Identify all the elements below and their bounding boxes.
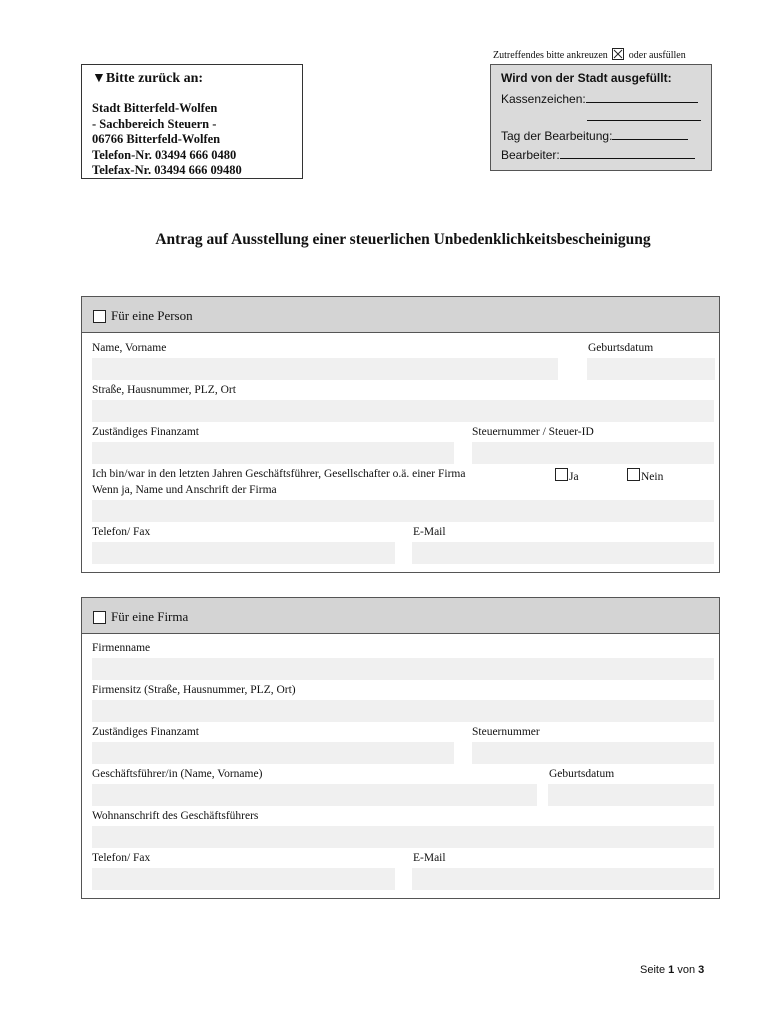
company-phone-fax-label: Telefon/ Fax	[92, 852, 151, 864]
name-label: Name, Vorname	[92, 342, 167, 354]
kassenzeichen-field[interactable]	[586, 90, 698, 103]
crossed-checkbox-icon	[612, 48, 624, 60]
company-section-title: Für eine Firma	[111, 609, 189, 624]
office-use-box	[490, 64, 712, 171]
birthdate-label: Geburtsdatum	[588, 342, 654, 354]
person-section-title: Für eine Person	[111, 308, 193, 323]
director-address-field[interactable]	[92, 826, 714, 848]
no-option[interactable]	[627, 468, 663, 483]
kassenzeichen-label: Kassenzeichen:	[501, 92, 586, 106]
document-title: Antrag auf Ausstellung einer steuerlichen Unbedenklichkeitsbescheinigung	[155, 231, 651, 248]
company-checkbox[interactable]	[93, 611, 106, 624]
company-email-field[interactable]	[412, 868, 714, 890]
person-section-header	[82, 297, 719, 333]
page-current: 1	[668, 964, 675, 976]
return-address-line: Telefon-Nr. 03494 666 0480	[92, 147, 237, 162]
email-field[interactable]	[412, 542, 714, 564]
company-name-field[interactable]	[92, 658, 714, 680]
no-label: Nein	[641, 471, 664, 483]
return-address-title: ▼Bitte zurück an:	[92, 71, 204, 86]
managing-director-question: Ich bin/war in den letzten Jahren Geschäftsführer, Gesellschafter o.ä. einer Firma	[92, 468, 466, 480]
company-section	[81, 597, 720, 899]
birthdate-field[interactable]	[587, 358, 715, 380]
company-address-field[interactable]	[92, 700, 714, 722]
return-address-box	[81, 64, 303, 179]
phone-fax-label: Telefon/ Fax	[92, 526, 151, 538]
yes-option[interactable]	[555, 468, 579, 483]
fill-instruction-suffix: oder ausfüllen	[628, 50, 686, 61]
kassenzeichen-field-2[interactable]	[587, 108, 701, 121]
company-tax-office-label: Zuständiges Finanzamt	[92, 726, 199, 738]
company-name-label: Firmenname	[92, 642, 151, 654]
fill-instruction	[493, 48, 686, 61]
bearbeiter-field[interactable]	[560, 146, 695, 159]
address-label: Straße, Hausnummer, PLZ, Ort	[92, 384, 236, 396]
tax-office-field[interactable]	[92, 442, 454, 464]
page-total: 3	[698, 964, 705, 976]
yes-checkbox[interactable]	[555, 468, 568, 481]
tax-number-field[interactable]	[472, 442, 714, 464]
company-tax-number-label: Steuernummer	[472, 726, 540, 738]
page-of-label: von	[677, 964, 696, 976]
bearbeitungstag-field[interactable]	[612, 127, 688, 140]
address-field[interactable]	[92, 400, 714, 422]
bearbeiter-label: Bearbeiter:	[501, 148, 560, 162]
no-checkbox[interactable]	[627, 468, 640, 481]
company-tax-office-field[interactable]	[92, 742, 454, 764]
director-address-label: Wohnanschrift des Geschäftsführers	[92, 810, 259, 822]
office-use-title: Wird von der Stadt ausgefüllt:	[501, 71, 672, 85]
company-email-label: E-Mail	[413, 852, 446, 864]
return-address-line: - Sachbereich Steuern -	[92, 116, 217, 131]
bearbeitungstag-label: Tag der Bearbeitung:	[501, 129, 613, 143]
director-birthdate-field[interactable]	[548, 784, 714, 806]
person-checkbox[interactable]	[93, 310, 106, 323]
company-section-header	[82, 598, 719, 634]
return-address-line: Telefax-Nr. 03494 666 09480	[92, 163, 242, 177]
return-address-line: 06766 Bitterfeld-Wolfen	[92, 132, 221, 146]
company-address-label: Firmensitz (Straße, Hausnummer, PLZ, Ort)	[92, 684, 296, 696]
company-tax-number-field[interactable]	[472, 742, 714, 764]
person-section	[81, 296, 720, 573]
return-address-line: Stadt Bitterfeld-Wolfen	[92, 101, 218, 115]
company-phone-fax-field[interactable]	[92, 868, 395, 890]
email-label: E-Mail	[413, 526, 446, 538]
tax-number-label: Steuernummer / Steuer-ID	[472, 426, 594, 438]
company-info-label: Wenn ja, Name und Anschrift der Firma	[92, 484, 277, 496]
tax-office-label: Zuständiges Finanzamt	[92, 426, 199, 438]
yes-label: Ja	[569, 471, 579, 483]
phone-fax-field[interactable]	[92, 542, 395, 564]
director-name-field[interactable]	[92, 784, 537, 806]
page-label: Seite	[640, 964, 666, 976]
company-info-field[interactable]	[92, 500, 714, 522]
director-birthdate-label: Geburtsdatum	[549, 768, 615, 780]
page-number	[640, 964, 704, 976]
director-name-label: Geschäftsführer/in (Name, Vorname)	[92, 768, 263, 780]
fill-instruction-text: Zutreffendes bitte ankreuzen	[493, 50, 608, 61]
name-field[interactable]	[92, 358, 558, 380]
